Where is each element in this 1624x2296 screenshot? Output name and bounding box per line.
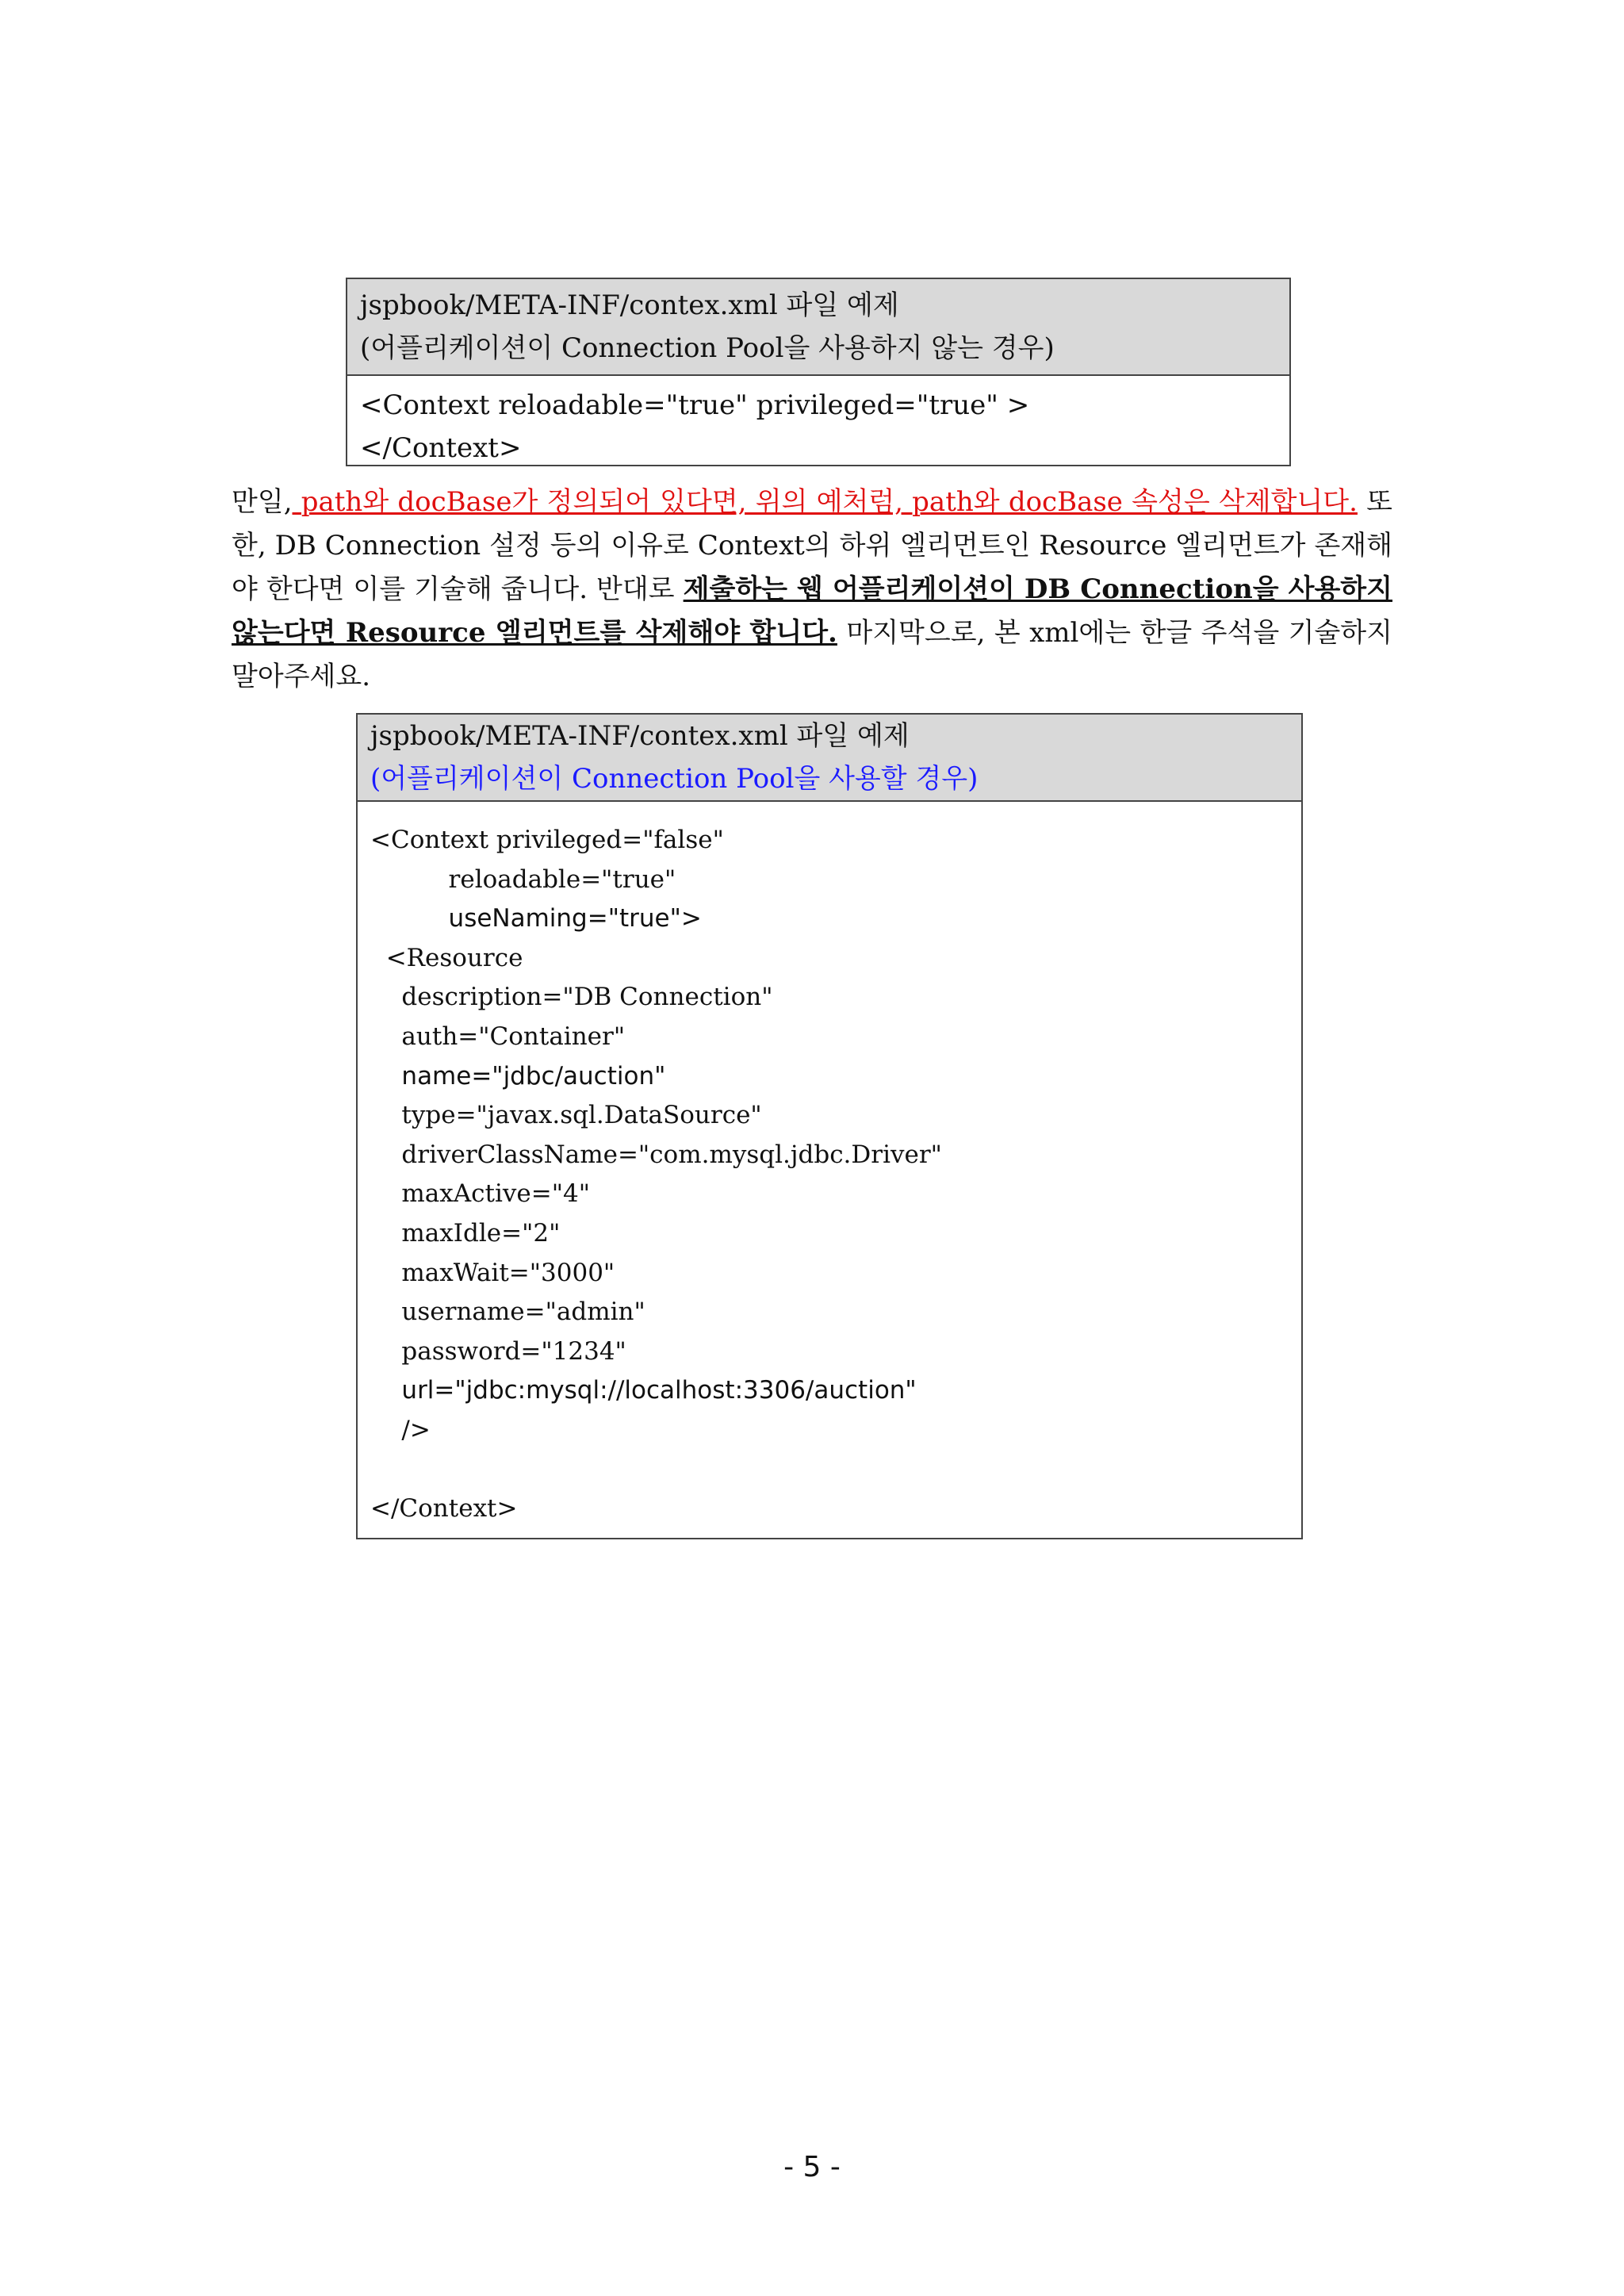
code-line: <Context privileged="false" bbox=[370, 826, 724, 854]
paragraph-lead: 만일, bbox=[232, 486, 293, 518]
example-box-title: jspbook/META-INF/contex.xml 파일 예제 bbox=[370, 720, 910, 752]
code-line: <Context reloadable="true" privileged="true" > bbox=[360, 389, 1030, 421]
code-line: driverClassName="com.mysql.jdbc.Driver" bbox=[370, 1140, 942, 1169]
example-box-title: jspbook/META-INF/contex.xml 파일 예제 bbox=[360, 289, 899, 321]
page-number: - 5 - bbox=[783, 2151, 841, 2183]
paragraph-bold-emphasis: 제출하는 웹 어플리케이션이 DB Connection을 사용하지 않는다면 Resource 엘리먼트를 삭제해야 합니다. bbox=[232, 573, 1392, 649]
example-code-block bbox=[358, 802, 1301, 1537]
code-line: </Context> bbox=[360, 432, 522, 464]
code-line: auth="Container" bbox=[370, 1022, 626, 1051]
example-box-header bbox=[347, 279, 1289, 376]
example-box-no-pool bbox=[346, 278, 1291, 466]
code-line: useNaming="true"> bbox=[370, 904, 702, 933]
code-line: maxIdle="2" bbox=[370, 1218, 561, 1248]
code-line: description="DB Connection" bbox=[370, 983, 773, 1012]
example-box-header bbox=[358, 715, 1301, 802]
example-box-with-pool bbox=[356, 713, 1303, 1539]
body-paragraph bbox=[232, 481, 1392, 699]
code-line bbox=[370, 1451, 1289, 1490]
paragraph-red-emphasis: path와 docBase가 정의되어 있다면, 위의 예처럼, path와 docBase 속성은 삭제합니다. bbox=[292, 486, 1358, 518]
example-code-block bbox=[347, 376, 1289, 477]
code-line: maxActive="4" bbox=[370, 1179, 590, 1209]
code-line: type="javax.sql.DataSource" bbox=[370, 1101, 762, 1130]
code-line: </Context> bbox=[370, 1494, 518, 1524]
code-line: name="jdbc/auction" bbox=[370, 1061, 666, 1091]
code-line: url="jdbc:mysql://localhost:3306/auction" bbox=[370, 1376, 917, 1405]
example-box-subtitle: (어플리케이션이 Connection Pool을 사용할 경우) bbox=[370, 763, 979, 795]
paragraph-tail: 마지막으로, 본 xml에는 한글 주석을 기술하지 말아주세요. bbox=[232, 617, 1392, 692]
code-line: <Resource bbox=[370, 943, 523, 972]
code-line: /> bbox=[370, 1415, 431, 1444]
code-line: reloadable="true" bbox=[370, 864, 676, 894]
code-line: maxWait="3000" bbox=[370, 1258, 615, 1287]
code-line: username="admin" bbox=[370, 1297, 645, 1327]
example-box-subtitle: (어플리케이션이 Connection Pool을 사용하지 않는 경우) bbox=[360, 332, 1055, 364]
code-line: password="1234" bbox=[370, 1336, 626, 1366]
paragraph-middle: 또한, DB Connection 설정 등의 이유로 Context의 하위 엘리먼트인 Resource 엘리먼트가 존재해야 한다면 이를 기술해 줍니다. 반대로 bbox=[232, 486, 1393, 605]
